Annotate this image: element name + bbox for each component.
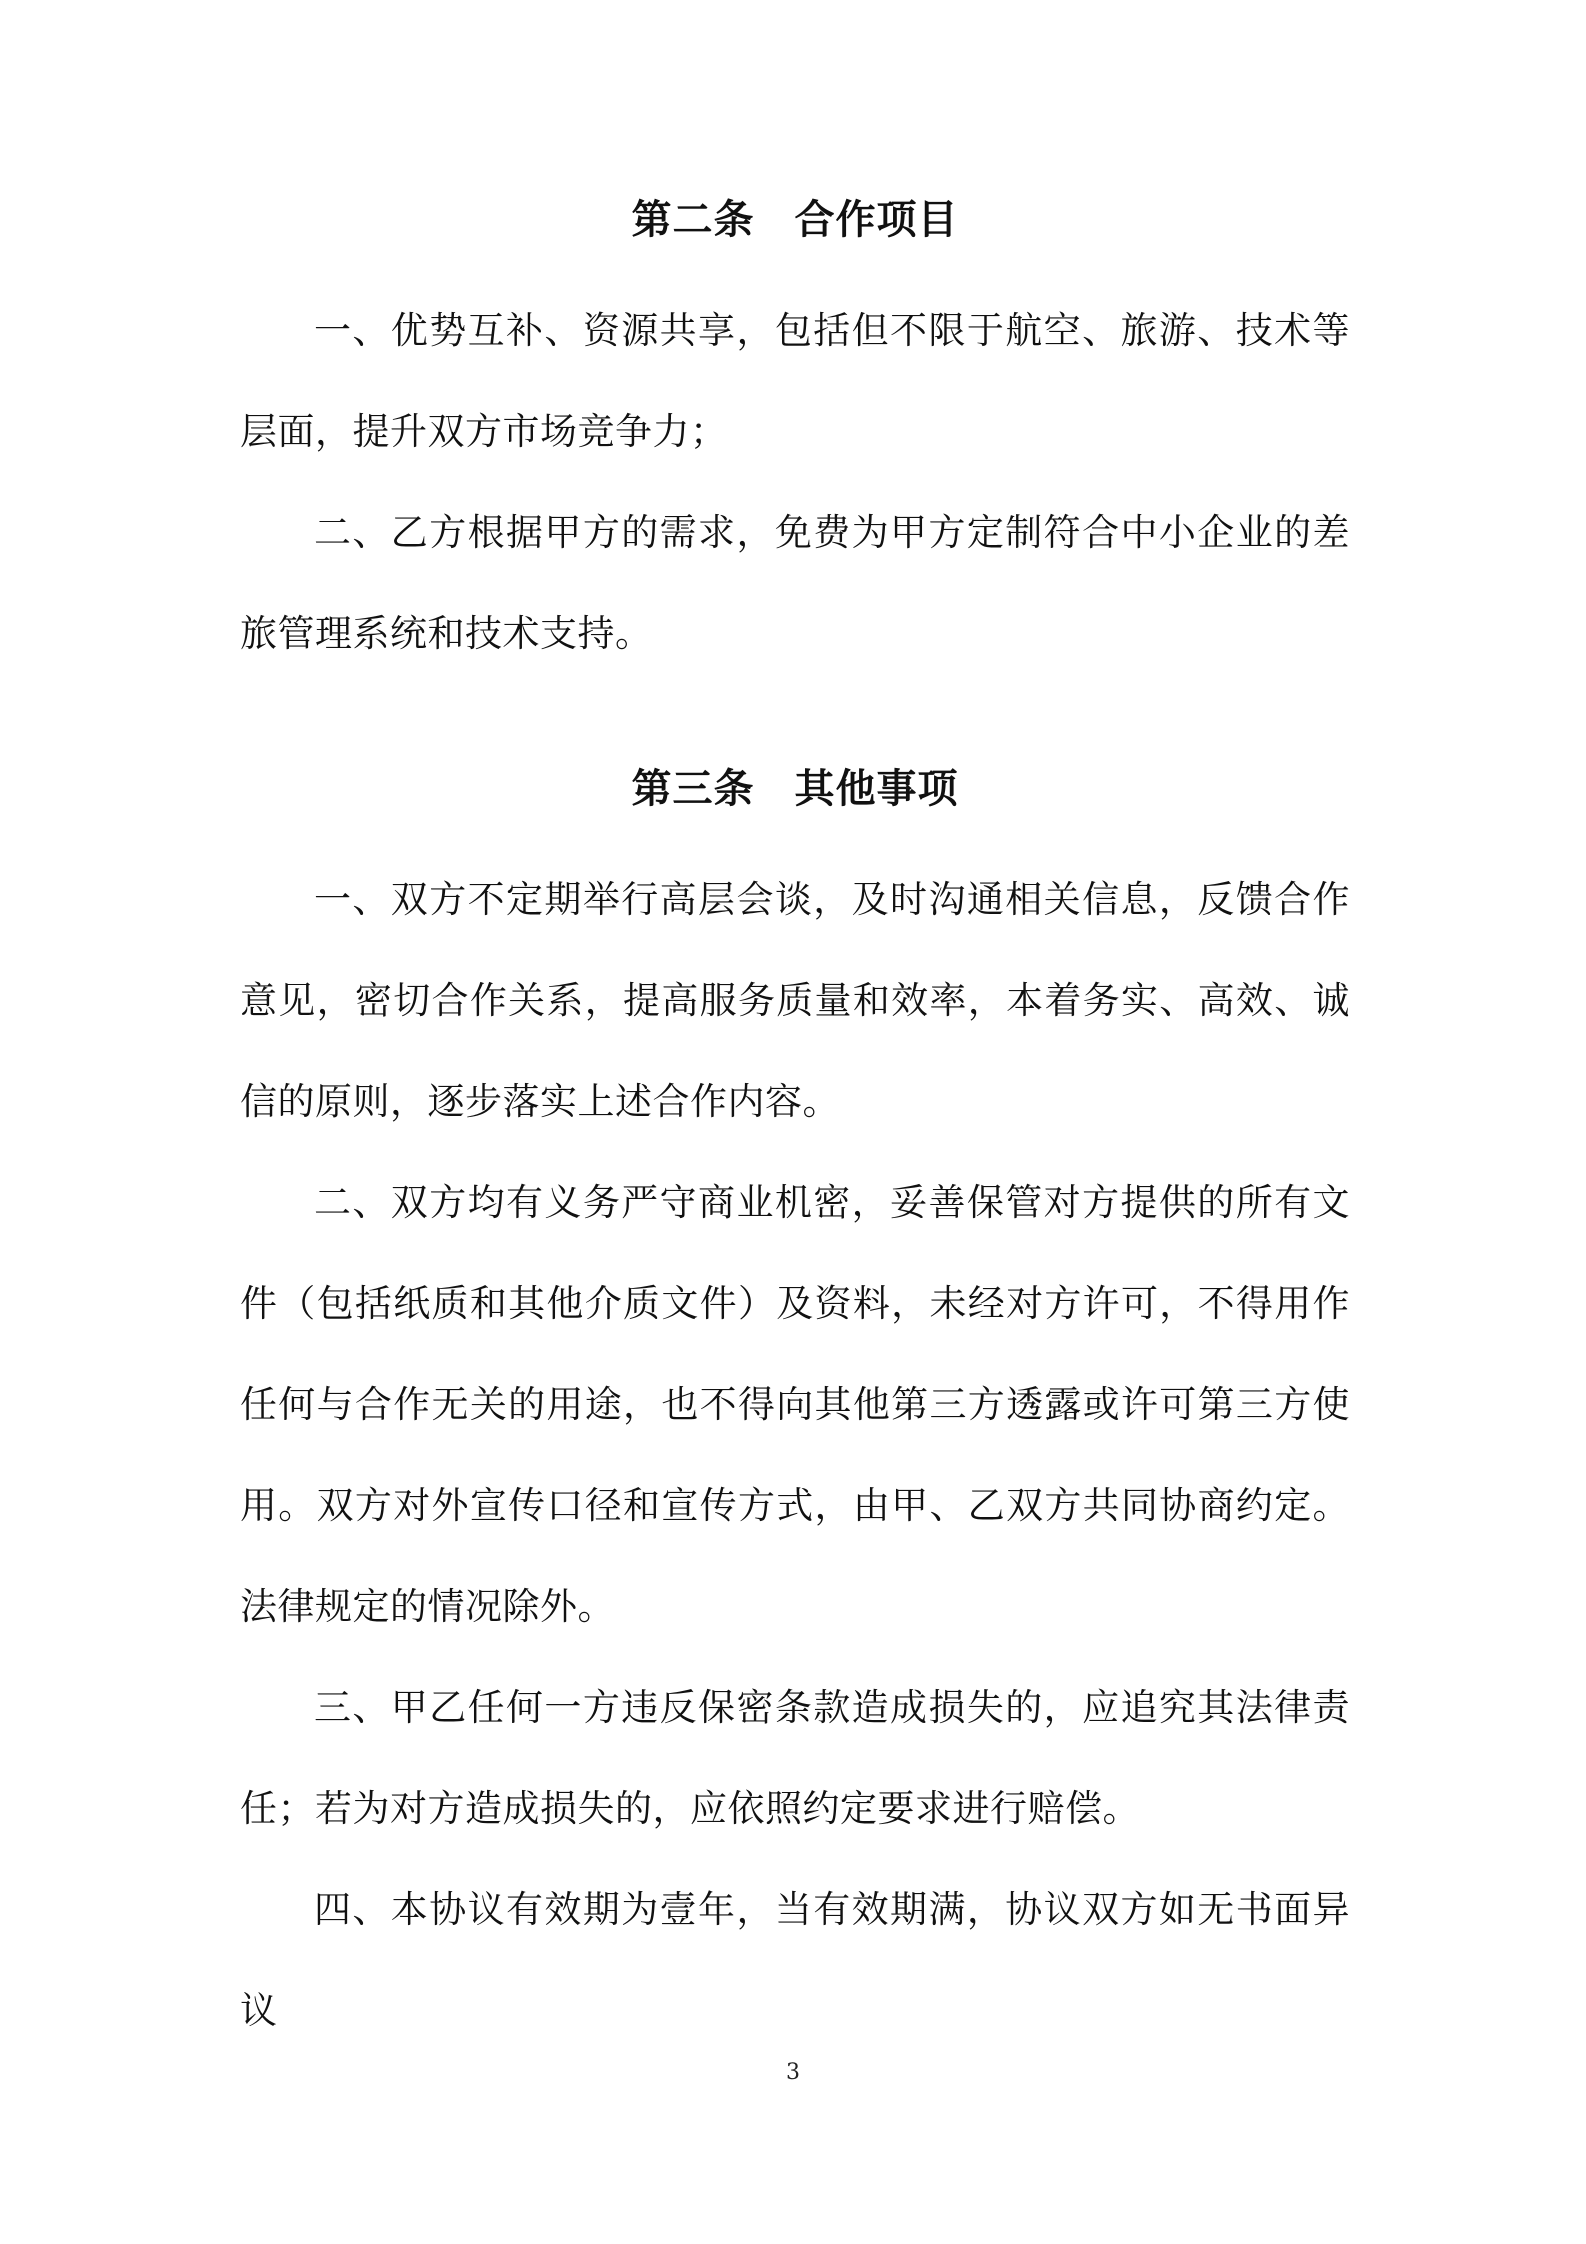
page-number: 3 xyxy=(786,2060,800,2085)
section-heading-article-3 xyxy=(240,759,1350,819)
paragraph: 二、双方均有义务严守商业机密，妥善保管对方提供的所有文件（包括纸质和其他介质文件）及资料，未经对方许可，不得用作任何与合作无关的用途，也不得向其他第三方透露或许可第三方使用。双方对外宣传口径和宣传方式，由甲、乙双方共同协商约定。法律规定的情况除外。 xyxy=(240,1181,1350,1628)
paragraph: 三、甲乙任何一方违反保密条款造成损失的，应追究其法律责任；若为对方造成损失的，应依照约定要求进行赔偿。 xyxy=(240,1686,1350,1830)
document-body xyxy=(240,190,1350,2061)
paragraph: 一、优势互补、资源共享，包括但不限于航空、旅游、技术等层面，提升双方市场竞争力； xyxy=(240,309,1350,453)
article-number: 第二条 xyxy=(631,197,755,243)
paragraph: 一、双方不定期举行高层会谈，及时沟通相关信息，反馈合作意见，密切合作关系，提高服务质量和效率，本着务实、高效、诚信的原则，逐步落实上述合作内容。 xyxy=(240,878,1350,1123)
paragraph: 四、本协议有效期为壹年，当有效期满，协议双方如无书面异议 xyxy=(240,1888,1350,2032)
article-title: 其他事项 xyxy=(794,766,959,812)
article-number: 第三条 xyxy=(631,766,755,812)
article-title: 合作项目 xyxy=(794,197,959,243)
paragraph: 二、乙方根据甲方的需求，免费为甲方定制符合中小企业的差旅管理系统和技术支持。 xyxy=(240,511,1350,655)
section-heading-article-2 xyxy=(240,190,1350,250)
